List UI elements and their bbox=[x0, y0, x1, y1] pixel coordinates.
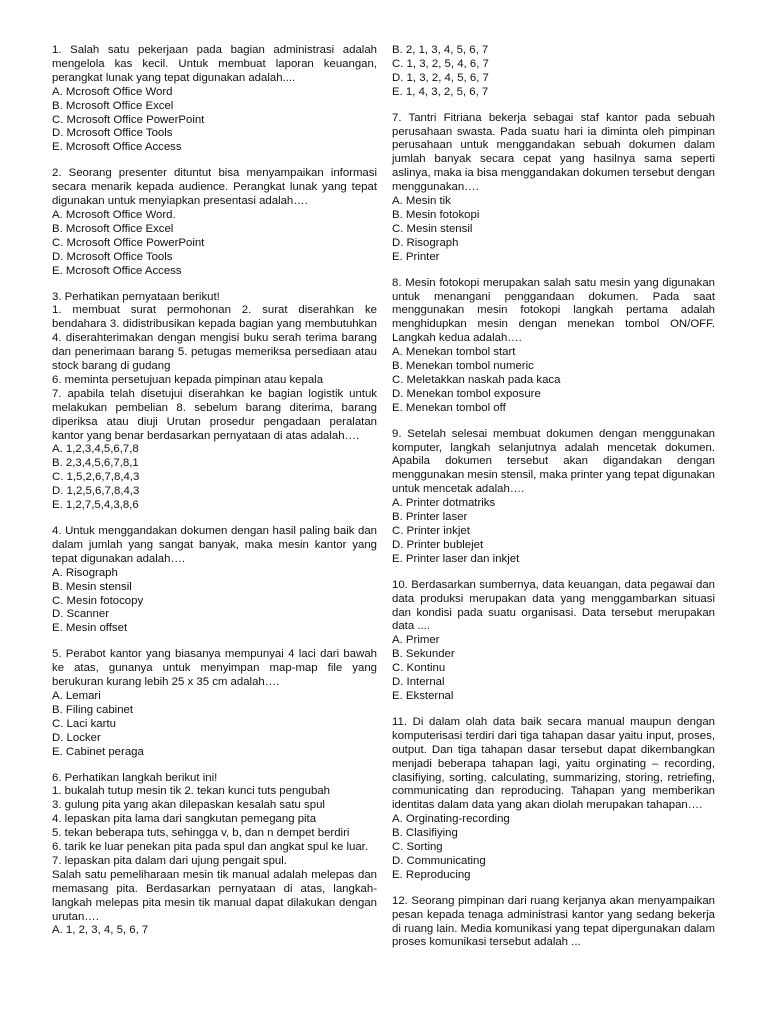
answer-option: D. Scanner bbox=[52, 608, 109, 621]
answer-option: D. 1, 3, 2, 4, 5, 6, 7 bbox=[392, 71, 489, 84]
answer-option: C. 1, 3, 2, 5, 4, 6, 7 bbox=[392, 57, 489, 70]
answer-option: A. Printer dotmatriks bbox=[392, 497, 496, 510]
question-block bbox=[52, 772, 377, 939]
answer-option: E. Printer laser dan inkjet bbox=[392, 552, 520, 565]
question-line: 6. tarik ke luar penekan pita pada spul dan angkat spul ke luar. bbox=[52, 841, 368, 854]
question-line: 10. Berdasarkan sumbernya, data keuangan, data pegawai dan data produksi merupakan data yang menggambarkan situasi dan kondisi pada suatu organisasi. Data tersebut merupakan data .... bbox=[392, 578, 715, 633]
question-text bbox=[392, 716, 715, 813]
answer-option: B. Clasifiying bbox=[392, 827, 458, 840]
question-text bbox=[52, 648, 377, 690]
answer-option: D. Menekan tombol exposure bbox=[392, 387, 541, 400]
answer-option: D. Mcrosoft Office Tools bbox=[52, 250, 173, 263]
answer-option: D. Risograph bbox=[392, 236, 459, 249]
answer-option: E. 1,2,7,5,4,3,8,6 bbox=[52, 499, 139, 512]
answer-option: C. Mcrosoft Office PowerPoint bbox=[52, 236, 205, 249]
answer-option: B. Mcrosoft Office Excel bbox=[52, 99, 174, 112]
question-block bbox=[52, 167, 377, 278]
question-line: 1. membuat surat permohonan 2. surat diserahkan ke bendahara 3. didistribusikan kepada bagian yang membutuhkan 4. diserahterimakan dengan mengisi buku serah terima barang dan penerimaan barang 5. petugas memeriksa persediaan atau stock barang di gudang bbox=[52, 304, 377, 373]
question-line: 7. Tantri Fitriana bekerja sebagai staf kantor pada sebuah perusahaan swasta. Pada suatu hari ia diminta oleh pimpinan perusahaan untuk menggandakan sebuah dokumen dalam jumlah banyak secara cepat yang hasilnya sama seperti aslinya, maka ia bisa menggandakan dokumen tersebut dengan menggunakan…. bbox=[392, 111, 715, 194]
answer-option: A. 1,2,3,4,5,6,7,8 bbox=[52, 443, 139, 456]
answer-option: B. 2,3,4,5,6,7,8,1 bbox=[52, 457, 139, 470]
question-line: 6. Perhatikan langkah berikut ini! bbox=[52, 771, 218, 784]
answer-option: A. Menekan tombol start bbox=[392, 346, 516, 359]
answer-option: D. Printer bublejet bbox=[392, 538, 484, 551]
question-block bbox=[52, 525, 377, 636]
question-text bbox=[52, 44, 377, 86]
answer-option: A. Lemari bbox=[52, 689, 101, 702]
question-line: 9. Setelah selesai membuat dokumen dengan menggunakan komputer, langkah selanjutnya adalah mencetak dokumen. Apabila dokumen tersebut akan digandakan dengan menggunakan mesin stensil, maka printer yang tepat digunakan untuk mencetak adalah…. bbox=[392, 427, 715, 496]
answer-option: B. Sekunder bbox=[392, 648, 455, 661]
question-text bbox=[392, 895, 715, 951]
answer-option: A. 1, 2, 3, 4, 5, 6, 7 bbox=[52, 924, 149, 937]
answer-option: E. Mesin offset bbox=[52, 622, 128, 635]
left-column bbox=[52, 44, 377, 950]
answer-option: B. Mesin stensil bbox=[52, 580, 132, 593]
question-line: 4. lepaskan pita lama dari sangkutan pemegang pita bbox=[52, 813, 317, 826]
question-line: 7. apabila telah disetujui diserahkan ke bagian logistik untuk melakukan pembelian 8. sebelum barang diterima, barang diperiksa atau diuji Urutan prosedur pengadaan peralatan kantor yang benar berdasarkan pernyataan di atas adalah…. bbox=[52, 387, 377, 442]
answer-option: D. Internal bbox=[392, 676, 445, 689]
question-block bbox=[52, 44, 377, 155]
question-line: 1. Salah satu pekerjaan pada bagian administrasi adalah mengelola kas kecil. Untuk membuat laporan keuangan, perangkat lunak yang tepat digunakan adalah.... bbox=[52, 44, 377, 84]
answer-option: E. Reproducing bbox=[392, 868, 471, 881]
question-line: 8. Mesin fotokopi merupakan salah satu mesin yang digunakan untuk menangani penggandaan dokumen. Pada saat menggunakan mesin fotokopi langkah pertama adalah menghidupkan mesin dengan menekan tombol ON/OFF. Langkah kedua adalah…. bbox=[392, 276, 715, 345]
question-line: 6. meminta persetujuan kepada pimpinan atau kepala bbox=[52, 373, 324, 386]
question-block bbox=[392, 112, 715, 265]
question-line: 5. Perabot kantor yang biasanya mempunyai 4 laci dari bawah ke atas, gunanya untuk menyimpan map-map file yang berukuran kurang lebih 25 x 35 cm adalah…. bbox=[52, 648, 377, 689]
answer-option: A. Orginating-recording bbox=[392, 813, 510, 826]
question-line: 12. Seorang pimpinan dari ruang kerjanya akan menyampaikan pesan kepada tenaga administrasi kantor yang sedang bekerja di ruang lain. Media komunikasi yang tepat dipergunakan dalam proses komunikasi tersebut adalah ... bbox=[392, 894, 715, 949]
answer-option: A. Mcrosoft Office Word. bbox=[52, 208, 176, 221]
answer-option: E. Mcrosoft Office Access bbox=[52, 141, 182, 154]
question-text bbox=[392, 277, 715, 347]
question-line: 3. Perhatikan pernyataan berikut! bbox=[52, 290, 220, 303]
question-line: 4. Untuk menggandakan dokumen dengan hasil paling baik dan dalam jumlah yang sangat banyak, maka mesin kantor yang tepat digunakan adalah…. bbox=[52, 525, 377, 565]
answer-option: C. Mcrosoft Office PowerPoint bbox=[52, 113, 205, 126]
question-text bbox=[392, 428, 715, 498]
question-text bbox=[52, 772, 377, 925]
question-text bbox=[52, 291, 377, 444]
question-line: 7. lepaskan pita dalam dari ujung pengait spul. bbox=[52, 854, 287, 867]
question-block bbox=[392, 44, 715, 100]
answer-option: C. Meletakkan naskah pada kaca bbox=[392, 373, 561, 386]
question-block bbox=[392, 716, 715, 883]
question-text bbox=[52, 167, 377, 209]
answer-option: B. Filing cabinet bbox=[52, 703, 134, 716]
question-line: 5. tekan beberapa tuts, sehingga v, b, dan n dempet berdiri bbox=[52, 827, 350, 840]
question-text bbox=[392, 112, 715, 195]
answer-option: C. 1,5,2,6,7,8,4,3 bbox=[52, 471, 140, 484]
answer-option: B. Mesin fotokopi bbox=[392, 208, 480, 221]
question-text bbox=[392, 579, 715, 635]
answer-option: C. Sorting bbox=[392, 841, 443, 854]
answer-option: A. Risograph bbox=[52, 566, 118, 579]
question-line: Salah satu pemeliharaan mesin tik manual adalah melepas dan memasang pita. Berdasarkan pernyataan di atas, langkah-langkah melepas pita mesin tik manual dapat dilakukan dengan urutan…. bbox=[52, 868, 377, 923]
answer-option: E. Printer bbox=[392, 250, 440, 263]
question-block bbox=[52, 648, 377, 759]
question-block bbox=[392, 579, 715, 704]
answer-option: D. Locker bbox=[52, 731, 101, 744]
answer-option: E. Mcrosoft Office Access bbox=[52, 264, 182, 277]
answer-option: C. Printer inkjet bbox=[392, 525, 470, 537]
answer-option: B. 2, 1, 3, 4, 5, 6, 7 bbox=[392, 44, 489, 56]
answer-option: C. Laci kartu bbox=[52, 717, 116, 730]
answer-option: D. 1,2,5,6,7,8,4,3 bbox=[52, 485, 140, 498]
question-block bbox=[392, 277, 715, 416]
answer-option: E. Menekan tombol off bbox=[392, 401, 506, 414]
answer-option: D. Communicating bbox=[392, 854, 486, 867]
answer-option: D. Mcrosoft Office Tools bbox=[52, 127, 173, 140]
answer-option: C. Mesin fotocopy bbox=[52, 594, 144, 607]
answer-option: B. Mcrosoft Office Excel bbox=[52, 222, 174, 235]
answer-option: B. Menekan tombol numeric bbox=[392, 360, 534, 373]
answer-option: E. 1, 4, 3, 2, 5, 6, 7 bbox=[392, 85, 489, 98]
question-block bbox=[392, 428, 715, 567]
question-line: 3. gulung pita yang akan dilepaskan kesalah satu spul bbox=[52, 799, 325, 812]
answer-option: E. Cabinet peraga bbox=[52, 745, 144, 758]
answer-option: E. Eksternal bbox=[392, 689, 454, 702]
question-text bbox=[52, 525, 377, 567]
right-column bbox=[392, 44, 715, 962]
answer-option: A. Primer bbox=[392, 634, 440, 647]
question-line: 11. Di dalam olah data baik secara manual maupun dengan komputerisasi terdiri dari tiga tahapan dasar yaitu input, proses, output. Dan tiga tahapan dasar tersebut dapat dikembangkan menjadi beberapa tahapan lagi, yaitu orginating – recording, clasifiying, sorting, calculating, summarizing, storing, retriefing, communicating dan reproducing. Tahapan yang memberikan identitas dalam data yang akan diolah merupakan tahapan…. bbox=[392, 715, 715, 812]
question-block bbox=[392, 895, 715, 951]
answer-option: B. Printer laser bbox=[392, 511, 468, 524]
answer-option: A. Mcrosoft Office Word bbox=[52, 85, 173, 98]
question-line: 1. bukalah tutup mesin tik 2. tekan kunci tuts pengubah bbox=[52, 785, 330, 798]
answer-option: C. Mesin stensil bbox=[392, 222, 473, 235]
question-line: 2. Seorang presenter dituntut bisa menyampaikan informasi secara menarik kepada audience. Perangkat lunak yang tepat digunakan untuk menyiapkan presentasi adalah…. bbox=[52, 167, 377, 208]
answer-option: C. Kontinu bbox=[392, 662, 446, 675]
answer-option: A. Mesin tik bbox=[392, 195, 451, 208]
question-block bbox=[52, 291, 377, 514]
